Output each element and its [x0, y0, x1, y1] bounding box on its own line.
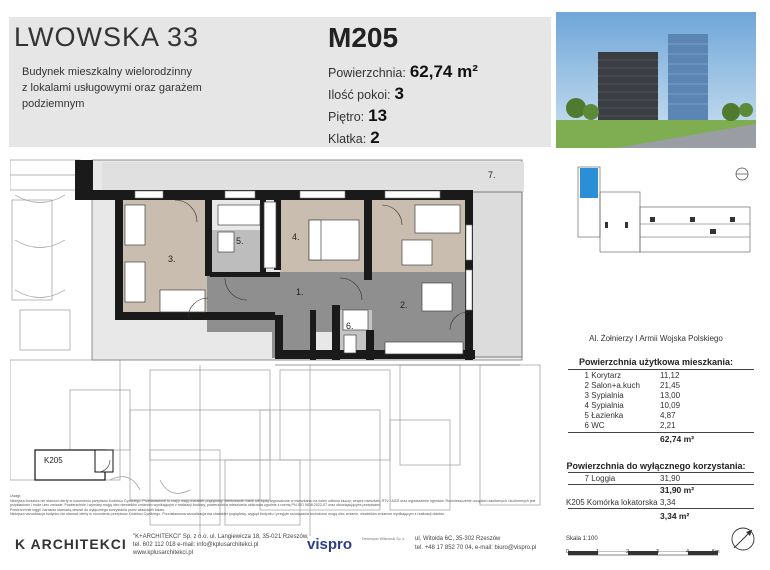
usable-area-total: 62,74 m²: [660, 434, 695, 444]
scale-tick: 5m: [712, 549, 720, 555]
room-area: 21,45: [660, 381, 681, 390]
scale-label: Skala 1:100: [566, 536, 598, 542]
scale-tick: 4: [686, 549, 690, 555]
loggia-total: 31,90 m²: [660, 485, 695, 495]
room-number: 2.: [400, 300, 408, 310]
room-number: 5.: [236, 236, 244, 246]
spec-floor: Piętro: 13: [328, 106, 388, 125]
divider: [568, 508, 754, 509]
room-area: 31,90: [660, 474, 681, 483]
street-name: Al. Żołnierzy I Armii Wojska Polskiego: [589, 334, 723, 343]
compass-icon: [730, 526, 756, 552]
storage-label: K205: [44, 456, 63, 465]
floor-plan: [10, 150, 550, 536]
room-area: 2,21: [660, 421, 676, 430]
description-line: Budynek mieszkalny wielorodzinny: [22, 66, 192, 78]
divider: [568, 369, 754, 370]
room-row: 5 Łazienka: [584, 411, 624, 420]
scale-tick: 0: [566, 549, 570, 555]
spec-area: Powierzchnia: 62,74 m²: [328, 62, 478, 81]
scale-bar: [568, 543, 718, 547]
apartment-code: M205: [328, 22, 399, 53]
room-number: 6.: [346, 321, 354, 331]
developer-subtitle: Deweloper Witkowski Sp. k.: [362, 537, 406, 541]
site-plan: [570, 162, 755, 277]
scale-tick: 3: [656, 549, 660, 555]
room-number: 1.: [296, 287, 304, 297]
developer-contact: ul. Witolda 6C, 35-302 Rzeszów: [415, 536, 501, 542]
building-render-image: [556, 12, 756, 148]
room-row: 4 Sypialnia: [584, 401, 624, 410]
room-number: 4.: [292, 232, 300, 242]
developer-logo: vispro: [307, 536, 353, 553]
architect-contact: tel. 602 112 018 e-mail: info@kplusarchitekci.pl: [133, 542, 259, 548]
room-row: 6 WC: [584, 421, 605, 430]
room-number: 7.: [488, 170, 496, 180]
room-number: 3.: [168, 254, 176, 264]
room-row: K205 Komórka lokatorska: [566, 498, 658, 507]
storage-total: 3,34 m²: [660, 511, 690, 521]
developer-contact: tel. +48 17 852 70 04, e-mail: biuro@vispro.pl: [415, 545, 537, 551]
scale-tick: 2: [626, 549, 630, 555]
architect-logo: K ARCHITEKCI: [15, 536, 127, 552]
exclusive-area-title: Powierzchnia do wyłącznego korzystania:: [566, 461, 746, 471]
divider: [568, 432, 754, 433]
spec-rooms: Ilość pokoi: 3: [328, 84, 404, 103]
room-area: 4,87: [660, 411, 676, 420]
divider: [568, 472, 754, 473]
description-line: z lokalami usługowymi oraz garażem: [22, 82, 202, 94]
room-row: 1 Korytarz: [584, 371, 622, 380]
room-row: 2 Salon+a.kuch: [584, 381, 640, 390]
scale-tick: 1: [596, 549, 600, 555]
room-row: 7 Loggia: [584, 474, 616, 483]
footer-notes: Uwagi: Niniejsza broszura nie stanowi oferty w rozumieniu przepisów Kodeksu Cywilnego. Przedstawione tu mapy mają charakter poglądowy. Meblowanie i takie nie będą wyposażone w mieszkaniu na dzień odbioru kluczy; wnętrz mieszkań, RTV i AGD oraz wyposażenie ogrodów. Rozmieszczenie urządzeń sanitarnych i kuchennych jest przykładowe i może ulec zmianie. Powierzchnie i wymiary mogą ulec niewielkim zmianom wynikającym z realizacji budowy, powierzchnia mieszkania obliczona zgodnie z normą PN-ISO 9836:2022-07 oraz obowiązującymi przepisami. Powierzchnie loggii i tarasów stanowią obszar do wyłącznego korzystania przez właścicieli lokalu. Niniejsza wizualizacja budynku nie stanowi oferty w rozumieniu przepisów Kodeksu Cywilnego. Przedstawiona wizualizacja ma charakter poglądowy, wygląd budynku i przyjęte rozwiązania techniczne mogą ulec zmianie, niewielkim zmianom wynikającym z realizacji obiektu.: [10, 494, 536, 516]
room-row: 3 Sypialnia: [584, 391, 624, 400]
spec-stairwell: Klatka: 2: [328, 128, 380, 147]
room-area: 10,09: [660, 401, 681, 410]
description-line: podziemnym: [22, 98, 85, 110]
usable-area-title: Powierzchnia użytkowa mieszkania:: [578, 357, 734, 367]
building-name: LWOWSKA 33: [14, 22, 200, 52]
architect-contact: "K+ARCHITEKCI" Sp. z o.o. ul. Langiewicza 18, 35-021 Rzeszów,: [133, 534, 309, 540]
room-area: 11,12: [660, 371, 680, 380]
room-area: 3,34: [660, 498, 676, 507]
architect-website[interactable]: www.kplusarchitekci.pl: [133, 550, 194, 556]
room-area: 13,00: [660, 391, 681, 400]
